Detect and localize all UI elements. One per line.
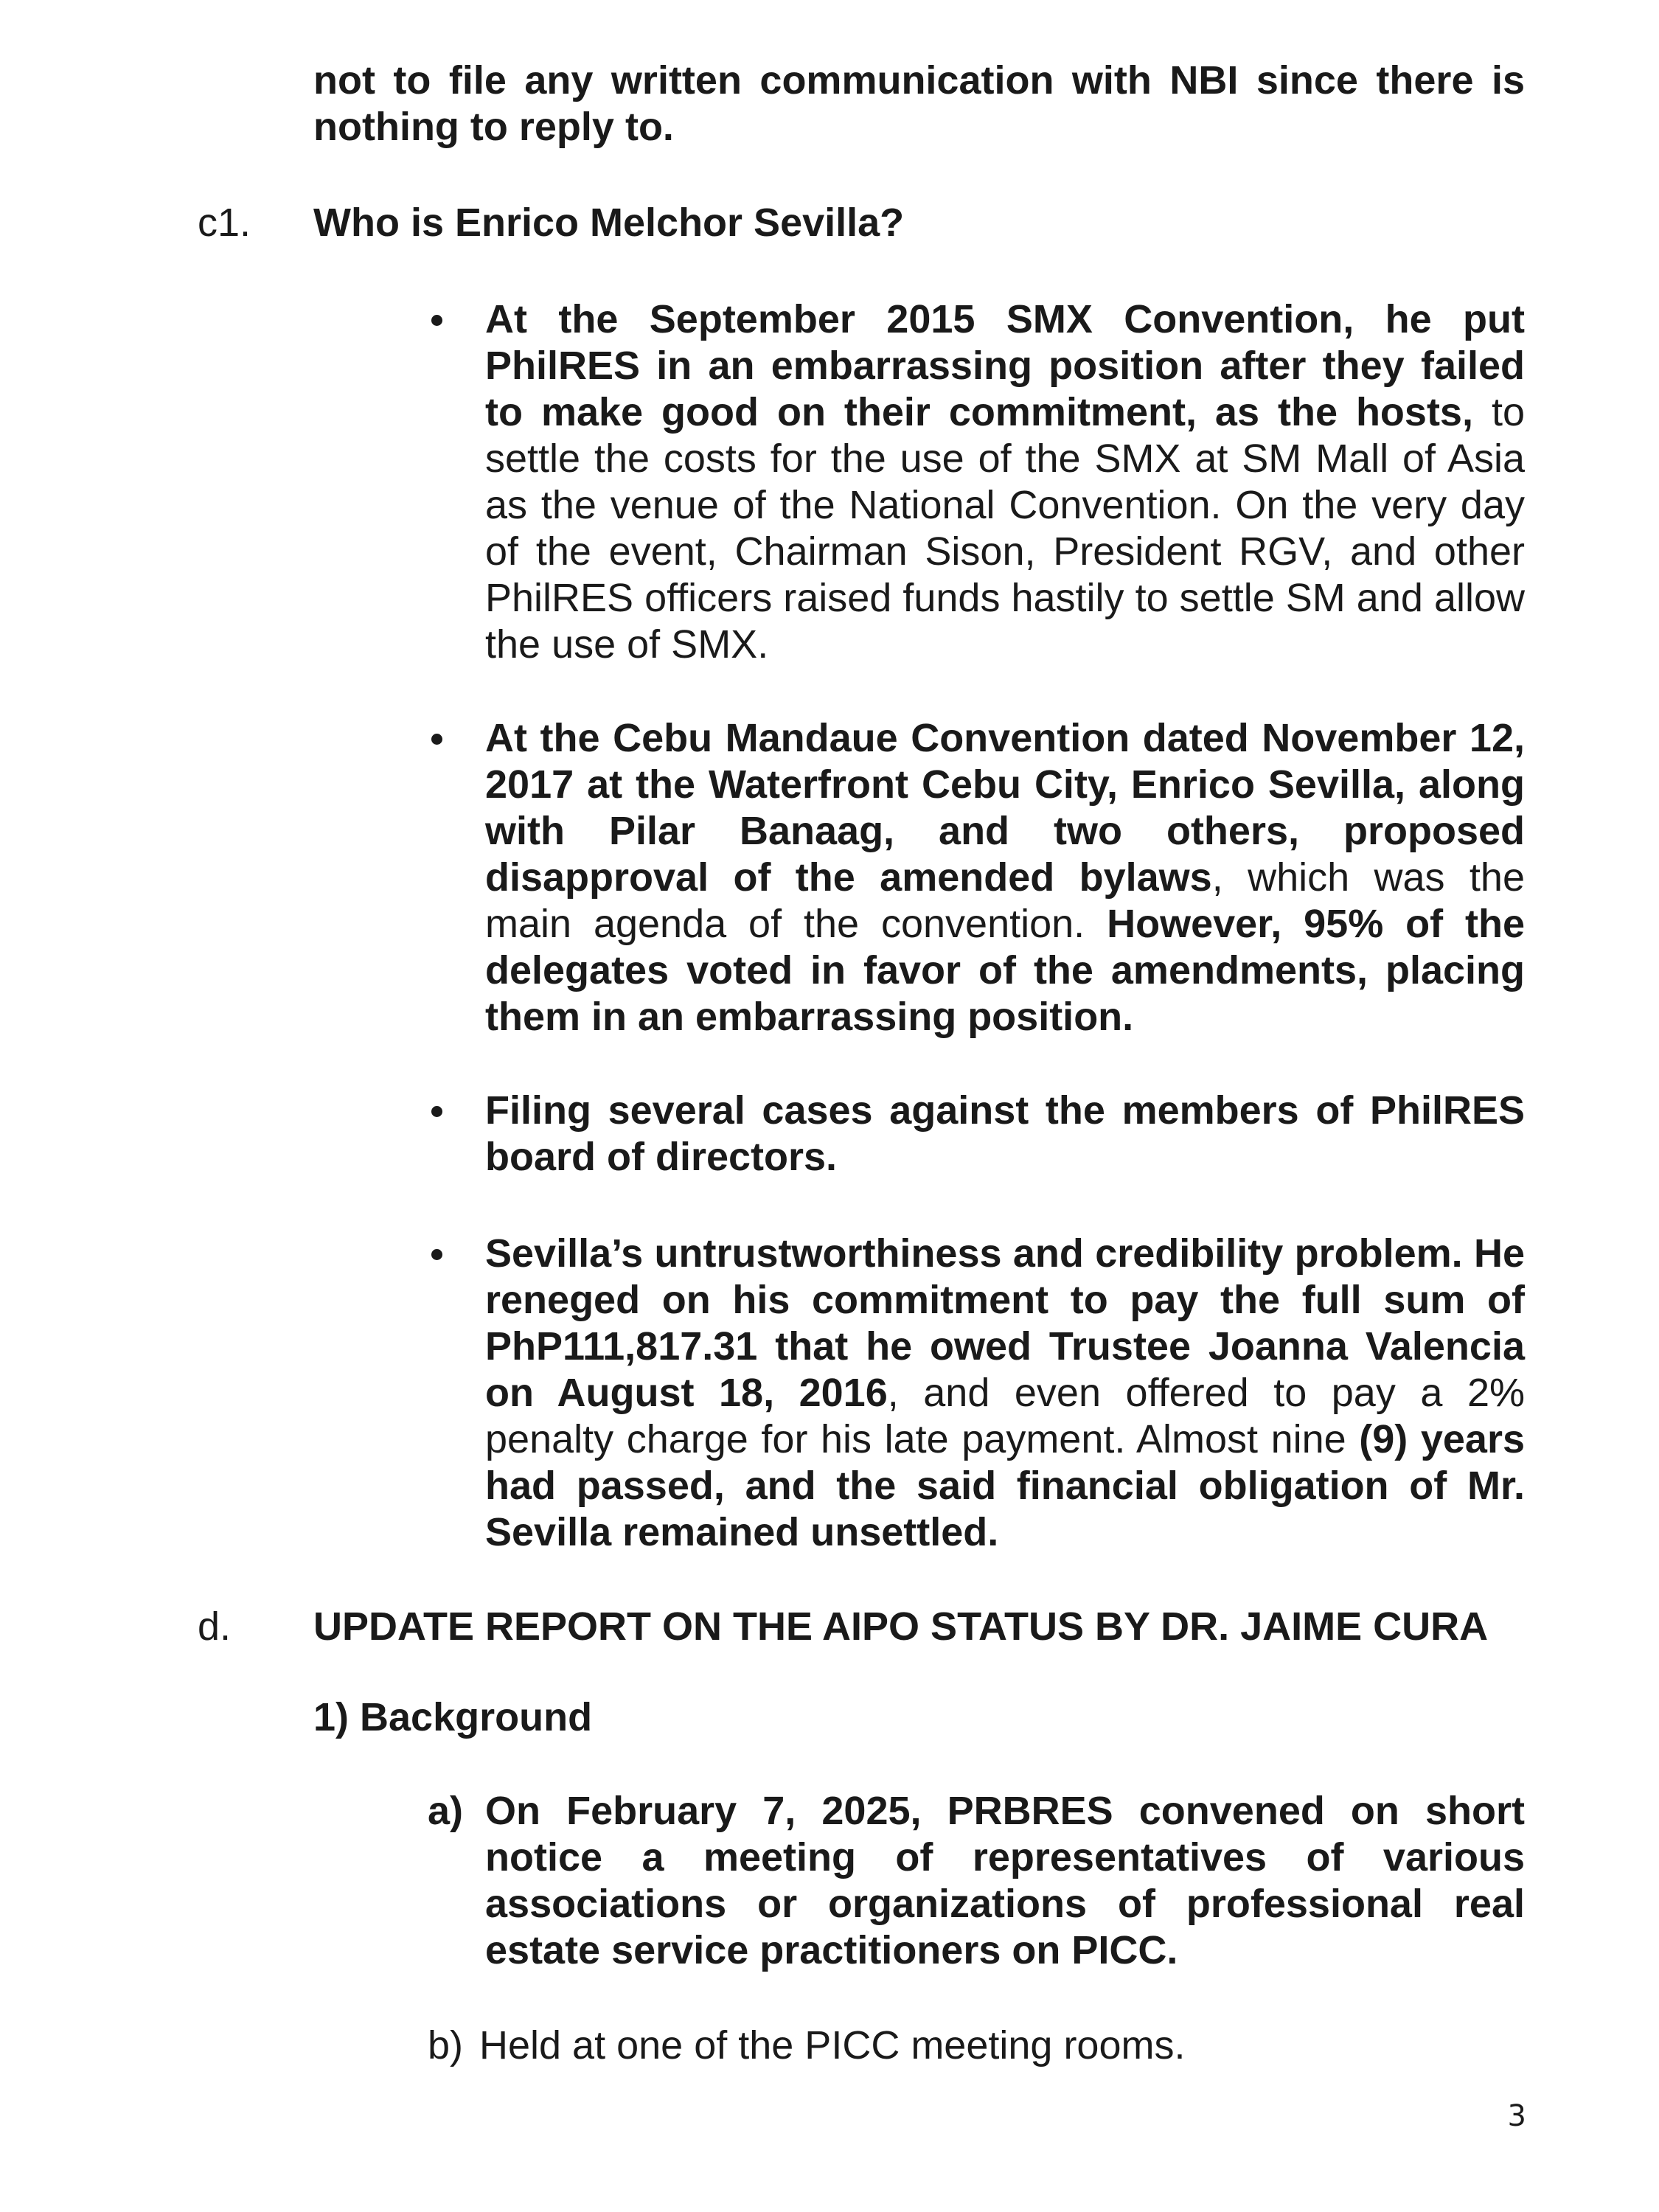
section-d-label: d.: [198, 1604, 232, 1649]
item-a-label: a): [428, 1789, 464, 1833]
bullet-2-bold-text-2: However, 95% of the delegates voted in favor of the amendments, placing them in an embarrassing position.: [485, 902, 1525, 1039]
item-a-text: On February 7, 2025, PRBRES convened on short notice a meeting of representatives of various associations or organizations of professional real estate service practitioners on PICC.: [485, 1789, 1525, 1972]
section-c1-heading: Who is Enrico Melchor Sevilla?: [313, 201, 905, 245]
bullet-1-text: to settle the costs for the use of the SMX at SM Mall of Asia as the venue of the National Convention. On the very day of the event, Chairman Sison, President RGV, and other PhilRES officers raised funds hastily to settle SM and allow the use of SMX.: [485, 390, 1525, 667]
bullet-1-bold-text: At the September 2015 SMX Convention, he put PhilRES in an embarrassing position after they failed to make good on their commitment, as the hosts,: [485, 297, 1525, 434]
bullet-3-bold-text: Filing several cases against the members of PhilRES board of directors.: [485, 1088, 1525, 1179]
bullet-2-text: , which was the main agenda of the convention.: [485, 855, 1525, 946]
bullet-dot: [431, 734, 442, 745]
bullet-dot: [431, 1106, 442, 1117]
bullet-item-4: [485, 1231, 1525, 1556]
bullet-item-3: [485, 1088, 1525, 1180]
page-number: 3: [1507, 2099, 1526, 2133]
bullet-dot: [431, 315, 442, 326]
bullet-2-bold-text: At the Cebu Mandaue Convention dated November 12, 2017 at the Waterfront Cebu City, Enrico Sevilla, along with Pilar Banaag, and two others, proposed disapproval of the amended bylaws: [485, 716, 1525, 900]
section-d-heading: UPDATE REPORT ON THE AIPO STATUS BY DR. JAIME CURA: [313, 1604, 1489, 1649]
item-b-label: b): [428, 2023, 464, 2067]
section-d-subheading: 1) Background: [313, 1695, 593, 1739]
bullet-item-2: [485, 715, 1525, 1040]
bullet-4-text: , and even offered to pay a 2% penalty charge for his late payment. Almost nine: [485, 1371, 1525, 1461]
section-c1-label: c1.: [198, 201, 251, 245]
item-b-text: Held at one of the PICC meeting rooms.: [479, 2023, 1186, 2067]
intro-paragraph: not to file any written communication with NBI since there is nothing to reply to.: [313, 58, 1525, 149]
bullet-4-bold-text: Sevilla’s untrustworthiness and credibility problem. He reneged on his commitment to pay the full sum of PhP111,817.31 that he owed Trustee Joanna Valencia on August 18, 2016: [485, 1231, 1525, 1415]
bullet-4-bold-text-2: (9) years had passed, and the said financial obligation of Mr. Sevilla remained unsettled.: [485, 1417, 1525, 1554]
bullet-dot: [431, 1249, 442, 1260]
bullet-item-1: [485, 296, 1525, 668]
